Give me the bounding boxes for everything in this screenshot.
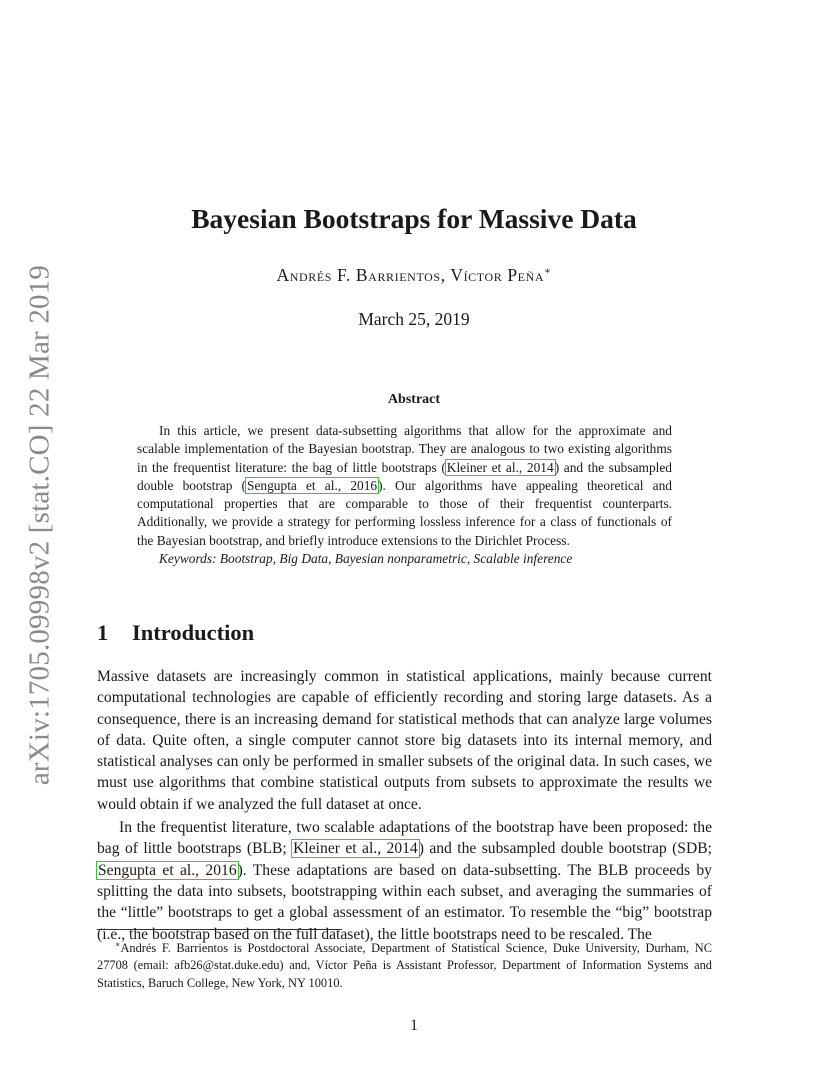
section-number: 1 [97, 620, 109, 645]
paper-date: March 25, 2019 [358, 309, 470, 329]
footnote-text: Andrés F. Barrientos is Postdoctoral Associate, Department of Statistical Science, Duke University, Durham, NC 27708 (email: afb26@stat.duke.edu) and, Víctor Peña is Assistant Professor, Department of Information Systems and Statistics, Baruch College, New York, NY 10010. [97, 941, 712, 990]
citation-link[interactable]: Sengupta et al., 2016 [247, 477, 378, 493]
section-title: Introduction [132, 620, 255, 645]
page-number: 1 [410, 1017, 418, 1034]
citation-year: 2016 [350, 477, 378, 493]
body-text-segment: ). These adaptations are based on data-subsetting. The BLB proceeds by splitting the data into subsets, bootstrapping within each subset, and averaging the summaries of the “little” bootstraps to get a global assessment of an estimator. To resemble the “big” bootstrap (i.e., the bootstrap based on the full dataset), the little bootstraps need to be rescaled. The [97, 861, 712, 943]
arxiv-identifier-stamp: arXiv:1705.09998v2 [stat.CO] 22 Mar 2019 [23, 264, 56, 786]
abstract-paragraph [137, 422, 672, 550]
footnote [97, 936, 712, 992]
footnote-mark: ∗ [115, 940, 121, 949]
citation-author: Kleiner et al. [446, 459, 519, 475]
abstract-text: In this article, we present data-subsetting algorithms that allow for the approximate and scalable implementation of the Bayesian bootstrap. They are analogous to two existing algorithms in the frequentist literature: the bag of little bootstraps ( [137, 423, 672, 475]
body-paragraph: Massive datasets are increasingly common in statistical applications, mainly because current computational technologies are capable of efficiently recording and storing large datasets. As a consequence, there is an increasing demand for statistical methods that can analyze large volumes of data. Quite often, a single computer cannot store big datasets into its internal memory, and statistical analyses can only be performed in smaller subsets of the original data. In such cases, we must use algorithms that combine statistical outputs from subsets to approximate the results we would obtain if we analyzed the full dataset at once. [97, 668, 712, 813]
author-line [0, 265, 828, 286]
citation-author: Sengupta et al. [247, 477, 338, 493]
abstract-keywords: Keywords: Bootstrap, Big Data, Bayesian nonparametric, Scalable inference [159, 551, 573, 567]
body-text-segment: In the frequentist literature, two scalable adaptations of the bootstrap have been proposed: the bag of little bootstraps (BLB; [97, 819, 712, 858]
citation-link[interactable]: Kleiner et al., 2014 [446, 459, 554, 475]
footnote-divider [97, 929, 342, 930]
author-footnote-mark: ∗ [544, 266, 552, 277]
body-text-segment: ) and the subsampled double bootstrap (SDB; [418, 840, 712, 858]
citation-author: Kleiner et al. [293, 840, 378, 858]
abstract-heading: Abstract [387, 392, 441, 407]
citation-link[interactable]: Kleiner et al., 2014 [293, 840, 418, 858]
author-names: Andrés F. Barrientos, Víctor Peña [276, 265, 545, 285]
body-text [97, 666, 712, 945]
abstract-text: ) and the subsampled double bootstrap ( [137, 459, 672, 493]
citation-year: 2014 [386, 840, 418, 858]
citation-author: Sengupta et al. [98, 861, 196, 879]
paper-title: Bayesian Bootstraps for Massive Data [191, 203, 637, 234]
citation-link[interactable]: Sengupta et al., 2016 [98, 861, 237, 879]
footnote-paragraph [97, 936, 712, 992]
body-paragraph [97, 817, 712, 945]
section-heading [97, 620, 254, 646]
citation-year: 2016 [205, 861, 237, 879]
abstract-text: ). Our algorithms have appealing theoretical and computational properties that are comparable to those of their frequentist counterparts. Additionally, we provide a strategy for performing lossless inference for a class of functionals of the Bayesian bootstrap, and briefly introduce extensions to the Dirichlet Process. [137, 477, 672, 548]
abstract-body [137, 422, 672, 568]
citation-year: 2014 [526, 459, 554, 475]
